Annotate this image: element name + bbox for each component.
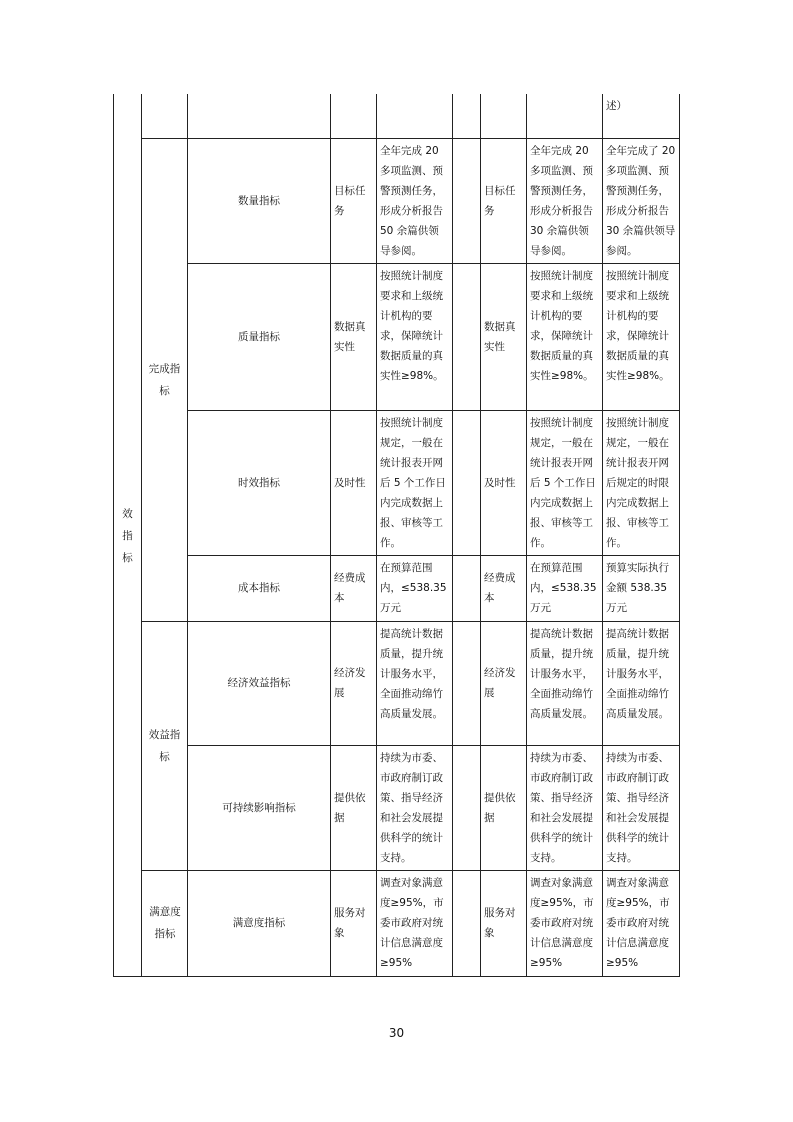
indicator-content: 提供依据	[481, 745, 527, 870]
planned-value: 按照统计制度要求和上级统计机构的要求，保障统计数据质量的真实性≥98%。	[527, 263, 603, 410]
actual-value: 调查对象满意度≥95%，市委市政府对统计信息满意度≥95%	[603, 870, 680, 976]
indicator-content: 目标任务	[481, 138, 527, 263]
actual-value: 全年完成了 20 多项监测、预警预测任务，形成分析报告 30 余篇供领导参阅。	[603, 138, 680, 263]
table-row	[114, 410, 680, 555]
level3-indicator: 时效指标	[188, 410, 331, 555]
indicator-content: 提供依据	[331, 745, 377, 870]
annual-target: 提高统计数据质量，提升统计服务水平，全面推动绵竹高质量发展。	[377, 621, 453, 745]
level2-indicator-cell	[142, 870, 188, 976]
indicator-content: 经济发展	[331, 621, 377, 745]
level2-indicator-label: 满意度指标	[149, 906, 181, 940]
level2-indicator-label: 效益指标	[148, 728, 181, 763]
table-row	[114, 555, 680, 621]
level3-indicator: 数量指标	[188, 138, 331, 263]
table-row	[114, 263, 680, 410]
annual-target: 调查对象满意度≥95%，市委市政府对统计信息满意度≥95%	[377, 870, 453, 976]
level2-indicator-label: 完成指标	[148, 362, 181, 397]
indicator-content: 经费成本	[481, 555, 527, 621]
actual-value: 持续为市委、市政府制订政策、指导经济和社会发展提供科学的统计支持。	[603, 745, 680, 870]
table-row	[114, 138, 680, 263]
actual-value: 预算实际执行金额 538.35 万元	[603, 555, 680, 621]
planned-value: 提高统计数据质量，提升统计服务水平，全面推动绵竹高质量发展。	[527, 621, 603, 745]
indicator-content: 服务对象	[331, 870, 377, 976]
level1-indicator-cell	[114, 94, 142, 976]
table-row	[114, 745, 680, 870]
level1-indicator-label: 效指标	[122, 507, 133, 564]
level3-indicator: 可持续影响指标	[188, 745, 331, 870]
annual-target: 按照统计制度规定，一般在统计报表开网后 5 个工作日内完成数据上报、审核等工作。	[377, 410, 453, 555]
level2-indicator-cell	[142, 138, 188, 621]
indicator-content: 目标任务	[331, 138, 377, 263]
level3-indicator: 质量指标	[188, 263, 331, 410]
table-row	[114, 621, 680, 745]
actual-value: 按照统计制度要求和上级统计机构的要求，保障统计数据质量的真实性≥98%。	[603, 263, 680, 410]
planned-value: 按照统计制度规定，一般在统计报表开网后 5 个工作日内完成数据上报、审核等工作。	[527, 410, 603, 555]
table-row	[114, 870, 680, 976]
planned-value: 调查对象满意度≥95%，市委市政府对统计信息满意度≥95%	[527, 870, 603, 976]
performance-indicator-table	[113, 94, 680, 977]
annual-target: 在预算范围内，≤538.35 万元	[377, 555, 453, 621]
indicator-content: 经费成本	[331, 555, 377, 621]
indicator-content: 及时性	[331, 410, 377, 555]
annual-target: 全年完成 20 多项监测、预警预测任务，形成分析报告 50 余篇供领导参阅。	[377, 138, 453, 263]
level3-indicator: 经济效益指标	[188, 621, 331, 745]
level3-indicator: 满意度指标	[188, 870, 331, 976]
annual-target: 按照统计制度要求和上级统计机构的要求，保障统计数据质量的真实性≥98%。	[377, 263, 453, 410]
page-number: 30	[388, 1026, 405, 1040]
annual-target: 持续为市委、市政府制订政策、指导经济和社会发展提供科学的统计支持。	[377, 745, 453, 870]
actual-value: 提高统计数据质量，提升统计服务水平，全面推动绵竹高质量发展。	[603, 621, 680, 745]
actual-value: 按照统计制度规定，一般在统计报表开网后规定的时限内完成数据上报、审核等工作。	[603, 410, 680, 555]
indicator-content: 经济发展	[481, 621, 527, 745]
indicator-content: 数据真实性	[331, 263, 377, 410]
planned-value: 全年完成 20 多项监测、预警预测任务，形成分析报告 30 余篇供领导参阅。	[527, 138, 603, 263]
indicator-content: 服务对象	[481, 870, 527, 976]
indicator-content: 及时性	[481, 410, 527, 555]
indicator-content: 数据真实性	[481, 263, 527, 410]
planned-value: 持续为市委、市政府制订政策、指导经济和社会发展提供科学的统计支持。	[527, 745, 603, 870]
table-row	[114, 94, 680, 138]
level2-indicator-cell	[142, 621, 188, 870]
level3-indicator: 成本指标	[188, 555, 331, 621]
planned-value: 在预算范围内，≤538.35 万元	[527, 555, 603, 621]
actual-value-cell: 述）	[603, 94, 680, 138]
